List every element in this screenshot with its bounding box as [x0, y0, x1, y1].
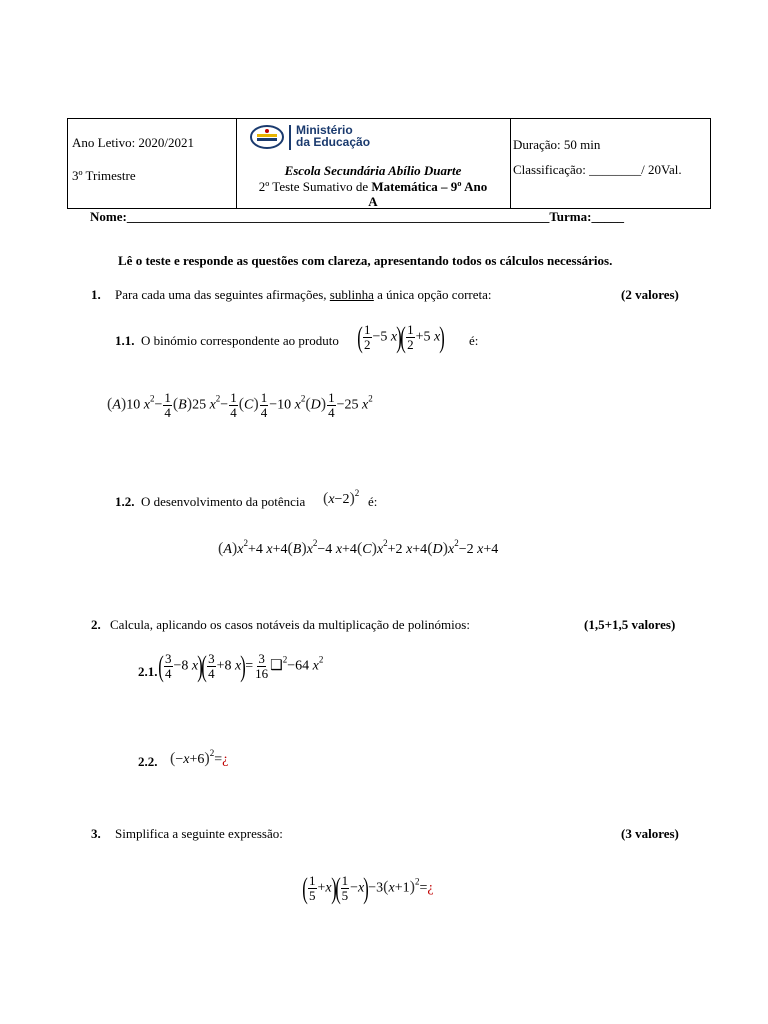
q21-number: 2.1. — [138, 664, 158, 679]
duration: Duração: 50 min — [513, 137, 601, 152]
q12-suffix: é: — [368, 494, 378, 509]
q12-text: O desenvolvimento da potência — [141, 494, 306, 509]
q11-number: 1.1. — [115, 333, 135, 348]
name-line: Nome:_________________________________________________________________Turma:_____ — [90, 209, 624, 224]
q3-statement: Simplifica a seguinte expressão: — [115, 826, 283, 841]
q11-text: O binómio correspondente ao produto — [141, 333, 339, 348]
header-left-cell — [68, 119, 237, 208]
test-title: 2º Teste Sumativo de Matemática – 9º Ano — [258, 179, 488, 194]
q22-expression: $(-x+6)^2=¿$ — [170, 748, 229, 767]
q21-expression: ( $\frac{3}{4}$ −8 x)( $\frac{3}{4}$ +8 x)= $\frac{3}{16}$ ❑$^2$−64 $x^2$ — [158, 649, 324, 683]
q1-number: 1. — [91, 287, 101, 302]
q11-options: (A)10 $x^2-$ $\frac{1}{4}$ (B)25 $x^2-$ $\frac{1}{4}$ (C) $\frac{1}{4}$ −10 $x^2(D)$ $\frac{1}{4}$ −25 $x^2$ — [107, 390, 373, 420]
q2-statement: Calcula, aplicando os casos notáveis da multiplicação de polinómios: — [110, 617, 470, 632]
q11-expression: ( $\frac{1}{2}$ −5 x)( $\frac{1}{2}$ +5 x) — [357, 320, 445, 354]
q1-points: (2 valores) — [621, 287, 679, 302]
class-letter: A — [368, 194, 378, 209]
q22-number: 2.2. — [138, 754, 158, 769]
header-right-cell — [510, 119, 710, 208]
header-center-cell — [236, 119, 511, 208]
q2-number: 2. — [91, 617, 101, 632]
q3-points: (3 valores) — [621, 826, 679, 841]
q12-expression: $(x-2)^2$ — [323, 488, 360, 507]
trimester: 3º Trimestre — [72, 168, 136, 183]
q1-statement: Para cada uma das seguintes afirmações, sublinha a única opção correta: — [115, 287, 492, 302]
school-year: Ano Letivo: 2020/2021 — [72, 135, 195, 150]
logo-divider — [289, 125, 291, 150]
ministry-logo-text: Ministério da Educação — [296, 123, 371, 149]
q3-number: 3. — [91, 826, 101, 841]
grade-field: Classificação: ________/ 20Val. — [513, 162, 682, 177]
q12-number: 1.2. — [115, 494, 135, 509]
q3-expression: ( $\frac{1}{5}$ +x)( $\frac{1}{5}$ $-x)-3(x+1)^2=¿$ — [302, 871, 434, 905]
q12-options: $(A)x^2+4$ $x+4(B)x^2-4$ $x+4(C)x^2+2$ $x+4(D)x^2-2$ x+4 — [218, 538, 499, 557]
school-name: Escola Secundária Abílio Duarte — [284, 163, 462, 178]
q11-suffix: é: — [469, 333, 479, 348]
ministry-logo-icon — [250, 125, 284, 149]
q2-points: (1,5+1,5 valores) — [584, 617, 676, 632]
header-table — [67, 118, 711, 209]
instructions: Lê o teste e responde as questões com clareza, apresentando todos os cálculos necessários. — [118, 253, 613, 268]
